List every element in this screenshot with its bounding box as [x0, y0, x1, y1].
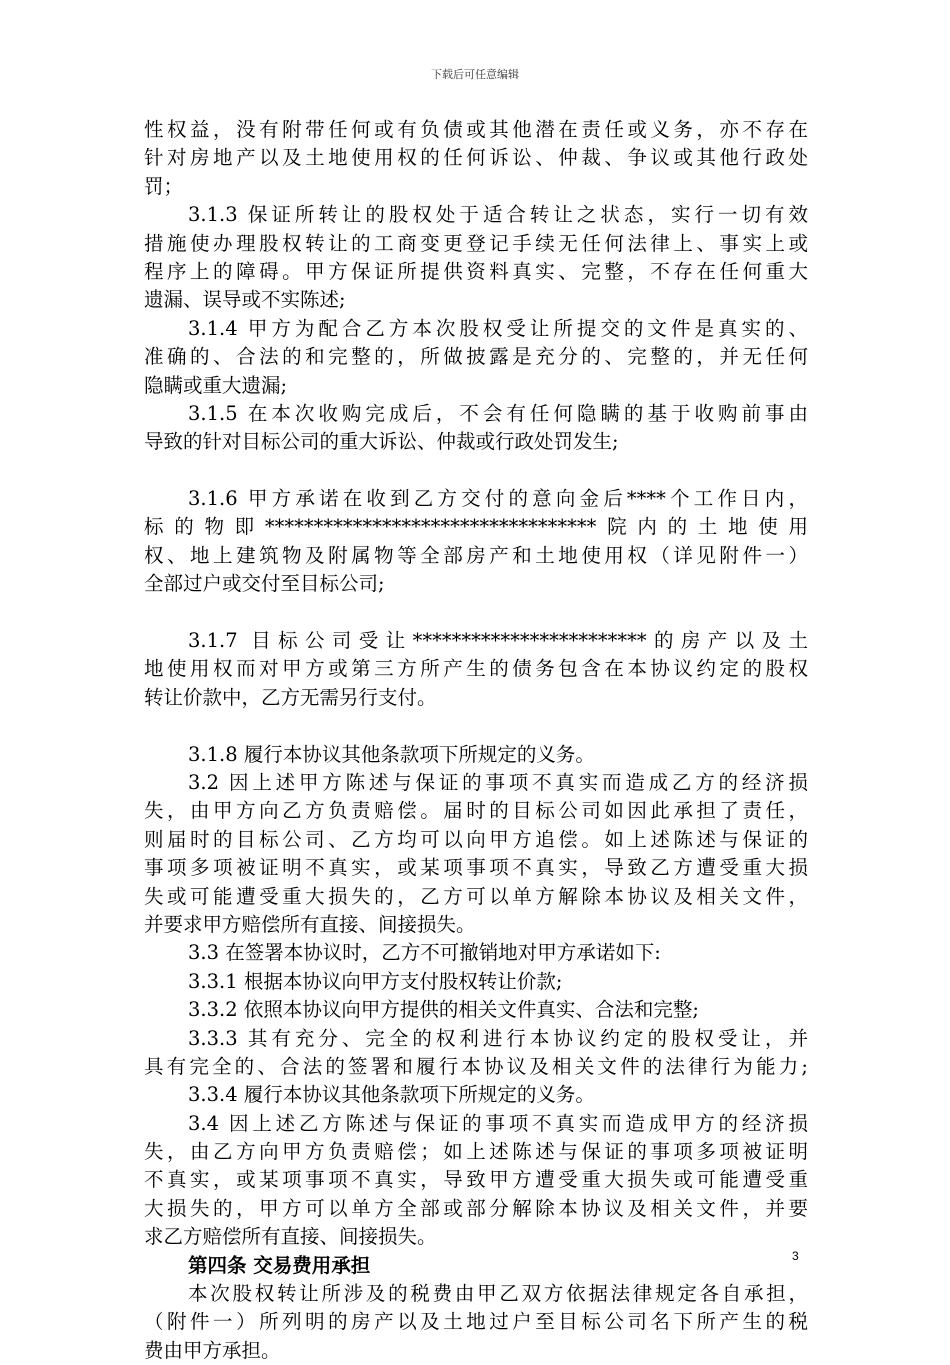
text-line: （附件一）所列明的房产以及土地过户至目标公司名下所产生的税 [144, 1310, 808, 1334]
text-line: 权、地上建筑物及附属物等全部房产和土地使用权（详见附件一） [144, 543, 808, 567]
text-line: 遗漏、误导或不实陈述; [144, 288, 346, 312]
clause-3-1-4: 3.1.4 甲方为配合乙方本次股权受让所提交的文件是真实的、 [188, 316, 808, 340]
text-line: 大损失的，甲方可以单方全部或部分解除本协议及相关文件，并要 [144, 1196, 808, 1220]
text-line: 事项多项被证明不真实，或某项事项不真实，导致乙方遭受重大损 [144, 856, 808, 880]
blank-line [144, 599, 808, 627]
document-body [144, 116, 808, 1365]
text-line: 失或可能遭受重大损失的，乙方可以单方解除本协议及相关文件， [144, 884, 808, 908]
page-header: 下载后可任意编辑 [431, 68, 519, 81]
blank-line [144, 457, 808, 485]
text-line: 转让价款中，乙方无需另行支付。 [144, 685, 437, 709]
text-line: 导致的针对目标公司的重大诉讼、仲裁或行政处罚发生; [144, 430, 619, 454]
text-line: 不真实，或某项事项不真实，导致甲方遭受重大损失或可能遭受重 [144, 1168, 808, 1192]
text-line: 求乙方赔偿所有直接、间接损失。 [144, 1225, 437, 1249]
text-line: 全部过户或交付至目标公司; [144, 572, 385, 596]
text-line: 隐瞒或重大遗漏; [144, 373, 288, 397]
clause-3-1-3: 3.1.3 保证所转让的股权处于适合转让之状态，实行一切有效 [188, 203, 808, 227]
clause-3-3-2: 3.3.2 依照本协议向甲方提供的相关文件真实、合法和完整; [188, 998, 699, 1022]
text-line: 针对房地产以及土地使用权的任何诉讼、仲裁、争议或其他行政处 [144, 146, 808, 170]
text-line: 准确的、合法的和完整的，所做披露是充分的、完整的，并无任何 [144, 345, 808, 369]
text-line: 则届时的目标公司、乙方均可以向甲方追偿。如上述陈述与保证的 [144, 827, 808, 851]
text-line: 罚； [144, 174, 184, 198]
clause-3-1-7: 3.1.7 目标公司受让************************的房产以及土 [188, 629, 808, 653]
text-line: 性权益，没有附带任何或有负债或其他潜在责任或义务，亦不存在 [144, 118, 808, 141]
article-4-heading: 第四条 交易费用承担 [188, 1253, 371, 1277]
clause-3-3: 3.3 在签署本协议时，乙方不可撤销地对甲方承诺如下: [188, 941, 661, 965]
clause-3-2: 3.2 因上述甲方陈述与保证的事项不真实而造成乙方的经济损 [188, 770, 808, 794]
text-line: 具有完全的、合法的签署和履行本协议及相关文件的法律行为能力; [144, 1054, 808, 1078]
text-line: 并要求甲方赔偿所有直接、间接损失。 [144, 912, 476, 936]
blank-line [144, 712, 808, 740]
text-line: 措施使办理股权转让的工商变更登记手续无任何法律上、事实上或 [144, 231, 808, 255]
clause-3-1-6: 3.1.6 甲方承诺在收到乙方交付的意向金后****个工作日内， [188, 487, 808, 511]
article-4-paragraph: 本次股权转让所涉及的税费由甲乙双方依据法律规定各自承担， [188, 1282, 808, 1306]
clause-3-1-8: 3.1.8 履行本协议其他条款项下所规定的义务。 [188, 742, 595, 766]
text-line: 失，由甲方向乙方负责赔偿。届时的目标公司如因此承担了责任， [144, 799, 808, 823]
clause-3-1-5: 3.1.5 在本次收购完成后，不会有任何隐瞒的基于收购前事由 [188, 401, 808, 425]
text-line: 地使用权而对甲方或第三方所产生的债务包含在本协议约定的股权 [144, 657, 808, 681]
text-line: 失，由乙方向甲方负责赔偿；如上述陈述与保证的事项多项被证明 [144, 1140, 808, 1164]
page-number: 3 [792, 1249, 799, 1263]
clause-3-3-3: 3.3.3 其有充分、完全的权利进行本协议约定的股权受让，并 [188, 1026, 808, 1050]
text-line: 程序上的障碍。甲方保证所提供资料真实、完整，不存在任何重大 [144, 259, 808, 283]
clause-3-4: 3.4 因上述乙方陈述与保证的事项不真实而造成甲方的经济损 [188, 1111, 808, 1135]
clause-3-3-4: 3.3.4 履行本协议其他条款项下所规定的义务。 [188, 1083, 595, 1107]
text-line: 费由甲方承担。 [144, 1338, 281, 1362]
text-line: 标的物即**********************************院内的土地使用 [144, 515, 808, 539]
clause-3-3-1: 3.3.1 根据本协议向甲方支付股权转让价款; [188, 969, 563, 993]
